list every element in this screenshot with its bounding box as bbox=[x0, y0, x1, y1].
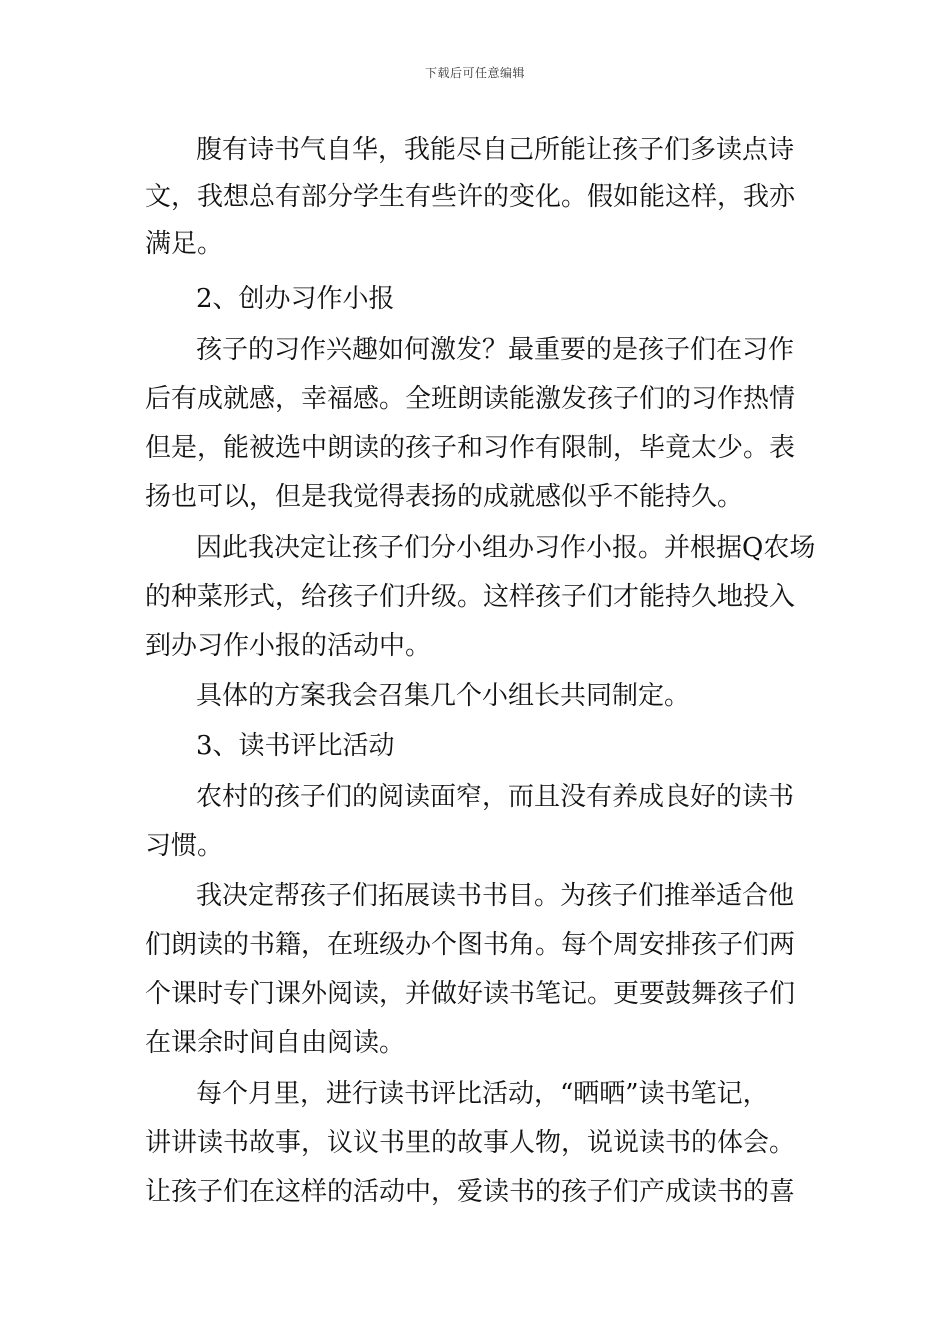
paragraph-line: 个课时专门课外阅读，并做好读书笔记。更要鼓舞孩子们 bbox=[145, 979, 796, 1009]
paragraph-line: 农村的孩子们的阅读面窄，而且没有养成良好的读书 bbox=[196, 782, 795, 812]
paragraph-line: 的种菜形式，给孩子们升级。这样孩子们才能持久地投入 bbox=[145, 582, 796, 612]
paragraph-line: 后有成就感，幸福感。全班朗读能激发孩子们的习作热情 bbox=[145, 384, 796, 414]
paragraph-line: 我决定帮孩子们拓展读书书目。为孩子们推举适合他 bbox=[196, 881, 795, 911]
paragraph-line: 每个月里，进行读书评比活动，“晒晒”读书笔记， bbox=[196, 1079, 769, 1109]
section-heading: 2、创办习作小报 bbox=[196, 284, 395, 314]
paragraph-line: 但是，能被选中朗读的孩子和习作有限制，毕竟太少。表 bbox=[145, 433, 796, 463]
paragraph-line: 满足。 bbox=[145, 229, 224, 259]
paragraph-line: 腹有诗书气自华，我能尽自己所能让孩子们多读点诗 bbox=[196, 135, 795, 165]
paragraph-line: 们朗读的书籍，在班级办个图书角。每个周安排孩子们两 bbox=[145, 930, 796, 960]
paragraph-line: 到办习作小报的活动中。 bbox=[145, 631, 432, 661]
paragraph-line: 在课余时间自由阅读。 bbox=[145, 1028, 406, 1058]
paragraph-line: 扬也可以，但是我觉得表扬的成就感似乎不能持久。 bbox=[145, 482, 744, 512]
section-heading: 3、读书评比活动 bbox=[196, 731, 395, 761]
paragraph-line: 讲讲读书故事，议议书里的故事人物，说说读书的体会。 bbox=[145, 1128, 796, 1158]
paragraph-line: 习惯。 bbox=[145, 831, 224, 861]
paragraph-line: 孩子的习作兴趣如何激发？最重要的是孩子们在习作 bbox=[196, 335, 795, 365]
paragraph-line: 文，我想总有部分学生有些许的变化。假如能这样，我亦 bbox=[145, 182, 796, 212]
paragraph-line: 具体的方案我会召集几个小组长共同制定。 bbox=[196, 681, 691, 711]
paragraph-line: 因此我决定让孩子们分小组办习作小报。并根据Q农场 bbox=[196, 533, 816, 563]
paragraph-line: 让孩子们在这样的活动中，爱读书的孩子们产成读书的喜 bbox=[145, 1177, 796, 1207]
page-header: 下载后可任意编辑 bbox=[424, 66, 525, 80]
